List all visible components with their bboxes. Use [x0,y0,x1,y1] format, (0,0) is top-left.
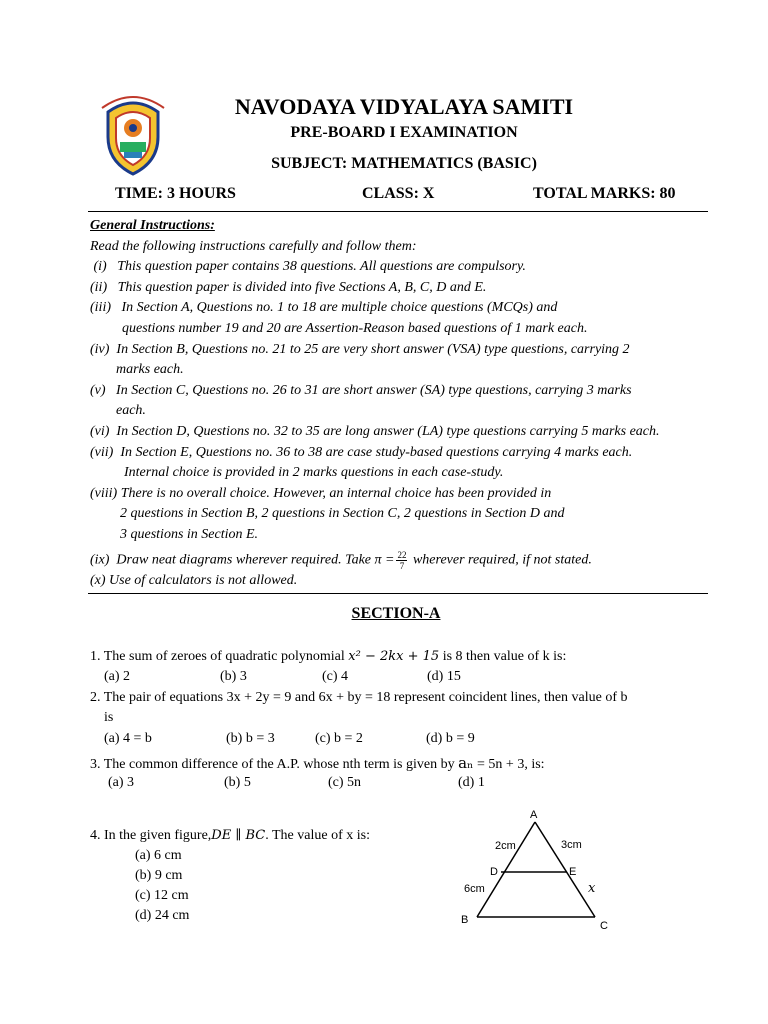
side-ac [535,822,595,917]
math-expression: DE ∥ BC [211,828,266,843]
question-text: 4. In the given figure, [90,828,212,843]
question-2: 2. The pair of equations 3x + 2y = 9 and 6x + by = 18 represent coincident lines, then value of b [90,690,628,705]
vertex-a-label: A [530,809,538,821]
question-text: is 8 then value of k is: [439,649,567,664]
q1-option-d: (d) 15 [427,669,461,684]
question-2-continued: is [104,710,114,725]
instruction-line: 2 questions in Section B, 2 questions in Section C, 2 questions in Section D and [120,506,565,522]
question-3 [90,754,545,773]
point-e-label: E [569,866,577,878]
class-label: CLASS: X [362,185,435,202]
instruction-line: (v) In Section C, Questions no. 26 to 31 are short answer (SA) type questions, carrying 3 marks [90,382,632,398]
section-title: SECTION-A [351,605,441,622]
instructions-intro: Read the following instructions carefully and follow them: [90,238,417,254]
q1-option-b: (b) 3 [220,669,247,684]
instruction-line: questions number 19 and 20 are Assertion-Reason based questions of 1 mark each. [122,320,588,336]
general-instructions [90,216,730,591]
marks-label: TOTAL MARKS: 80 [533,185,676,202]
q1-option-c: (c) 4 [322,669,349,684]
vertex-c-label: C [600,920,608,932]
instructions-heading: General Instructions: [90,218,215,233]
q4-option-a: (a) 6 cm [135,848,182,863]
fraction-numerator: 22 [397,549,407,560]
length-ad-label: 2cm [495,840,516,852]
instruction-line: (vi) In Section D, Questions no. 32 to 35 are long answer (LA) type questions carrying 5 marks each. [90,423,660,439]
instruction-line: (viii) There is no overall choice. However, an internal choice has been provided in [90,485,552,501]
instruction-line-ix [90,550,730,571]
instruction-line: (ii) This question paper is divided into five Sections A, B, C, D and E. [90,279,487,295]
instruction-text: wherever required, if not stated. [409,552,592,568]
instructions-rule [88,593,708,594]
question-text: = 5n + 3, is: [473,757,545,772]
exam-title: PRE-BOARD I EXAMINATION [290,124,518,141]
question-1 [90,649,566,665]
q3-option-a: (a) 3 [108,775,135,790]
instruction-line: (iii) In Section A, Questions no. 1 to 18 are multiple choice questions (MCQs) and [90,300,558,316]
subject-title: SUBJECT: MATHEMATICS (BASIC) [271,155,537,172]
instruction-line: (x) Use of calculators is not allowed. [90,572,298,588]
q2-option-d: (d) b = 9 [426,731,475,746]
q1-option-a: (a) 2 [104,669,131,684]
header-rule [88,211,708,212]
instruction-line: (iv) In Section B, Questions no. 21 to 25 are very short answer (VSA) type questions, carrying 2 [90,341,630,357]
instruction-line: Internal choice is provided in 2 marks questions in each case-study. [124,465,504,481]
fraction-denominator: 7 [399,560,405,571]
q2-option-c: (c) b = 2 [315,731,363,746]
q4-option-c: (c) 12 cm [135,888,189,903]
math-expression: aₙ [458,754,474,772]
fraction [396,550,407,571]
math-expression: x² − 2kx + 15 [348,649,440,664]
q3-option-d: (d) 1 [458,775,485,790]
question-4 [90,828,370,844]
section-heading [0,605,768,623]
q2-option-a: (a) 4 = b [104,731,152,746]
triangle-figure [455,805,615,935]
q3-option-c: (c) 5n [328,775,362,790]
instruction-line: marks each. [116,362,184,378]
question-text: 1. The sum of zeroes of quadratic polynomial [90,649,349,664]
q2-option-b: (b) b = 3 [226,731,275,746]
point-d-label: D [490,866,498,878]
q4-option-d: (d) 24 cm [135,908,190,923]
q3-option-b: (b) 5 [224,775,251,790]
vertex-b-label: B [461,914,469,926]
instruction-line: (i) This question paper contains 38 questions. All questions are compulsory. [90,259,526,275]
length-db-label: 6cm [464,883,485,895]
question-text: . The value of x is: [265,828,370,843]
time-label: TIME: 3 HOURS [115,185,236,202]
q4-option-b: (b) 9 cm [135,868,183,883]
question-text: 3. The common difference of the A.P. whose nth term is given by [90,757,459,772]
side-ab [477,822,535,917]
instruction-line: each. [116,403,146,419]
length-ae-label: 3cm [561,839,582,851]
instruction-line: 3 questions in Section E. [120,526,259,542]
instruction-line: (vii) In Section E, Questions no. 36 to 38 are case study-based questions carrying 4 marks each. [90,444,633,460]
org-title: NAVODAYA VIDYALAYA SAMITI [234,94,574,119]
instruction-text: (ix) Draw neat diagrams wherever required. Take [90,552,375,568]
pi-symbol: π = [374,552,395,568]
length-ec-label: x [588,881,596,896]
